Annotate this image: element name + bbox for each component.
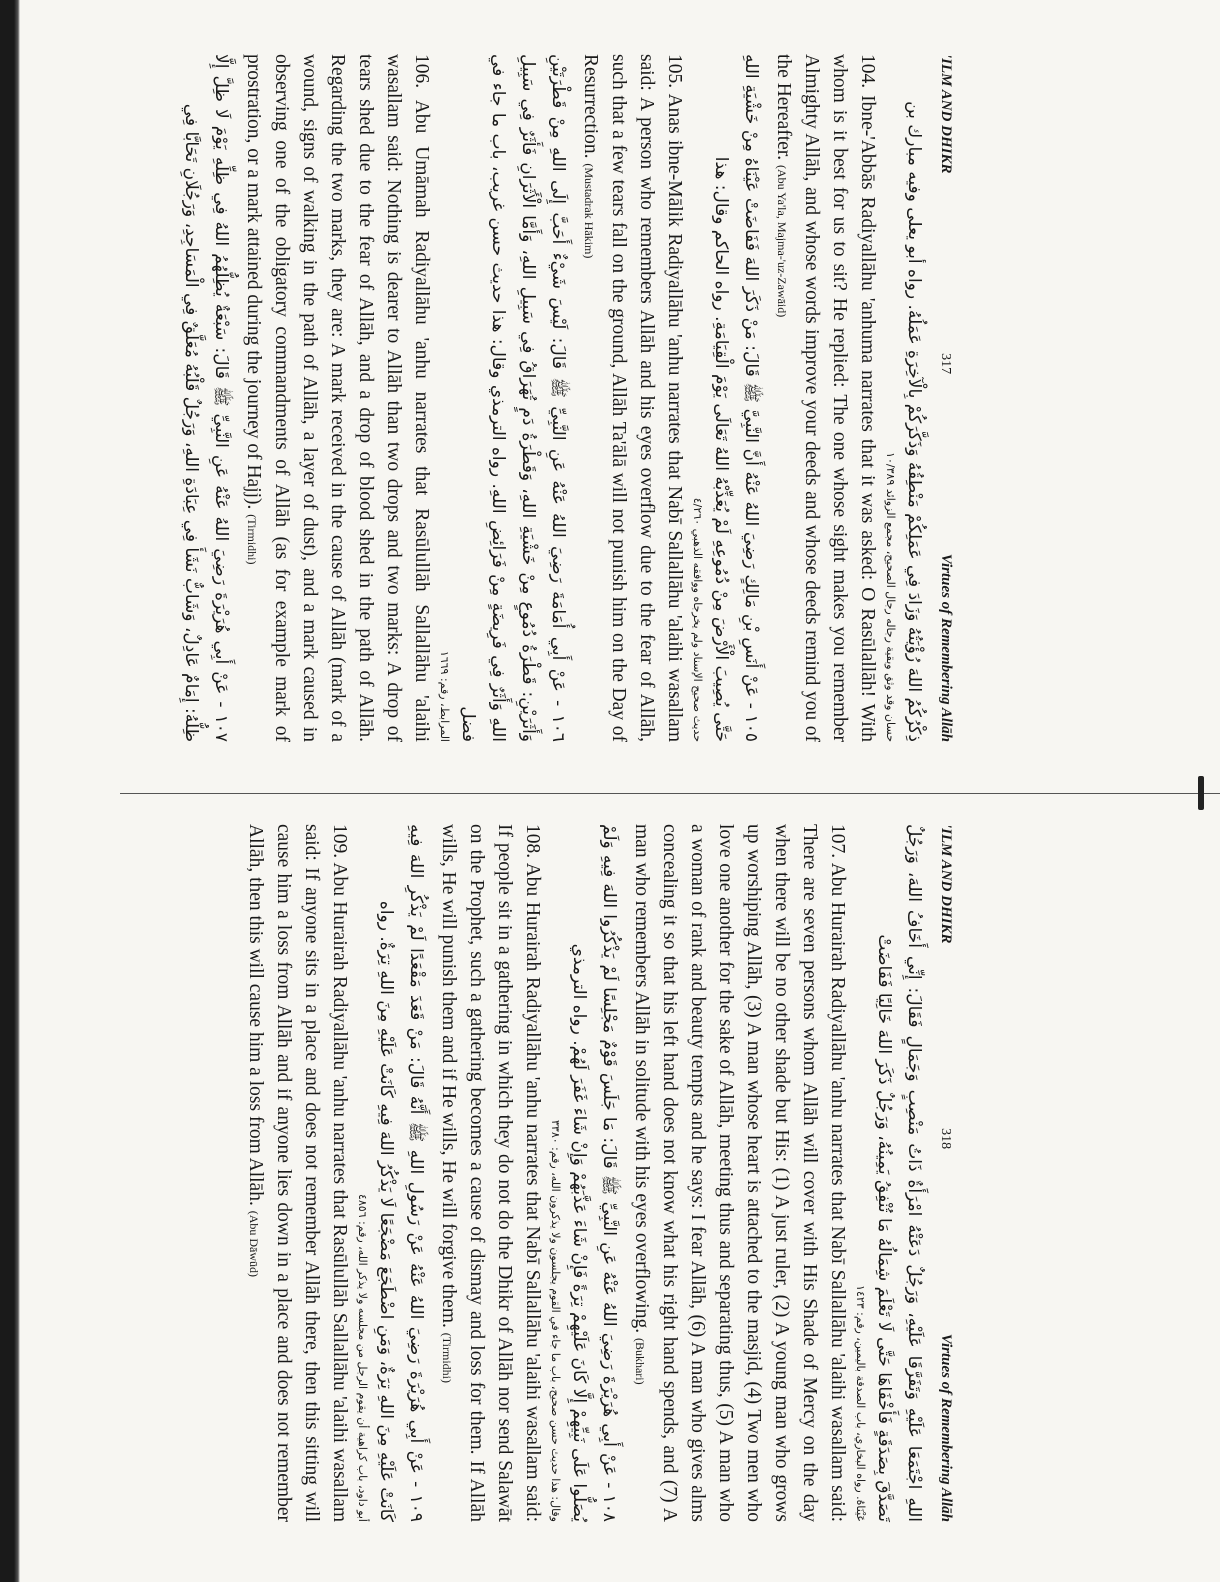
page-fold — [120, 788, 1220, 800]
arabic-reference: عَيْنَاهُ. رواه البخاري، باب الصدقة باليمين، رقم: ١٤٢٣ — [854, 1285, 867, 1522]
arabic-hadith-106: ١٠٦ - عَنْ أَبِي أُمَامَةَ رَضِيَ اللهُ عَنْهُ عَنِ النَّبِيِّ ﷺ قَالَ: لَيْسَ شَيْءٌ أَحَبَّ إِلَى اللهِ مِنْ قَطْرَتَيْنِ وَأَثَرَيْنِ: قَطْرَةُ دُمُوعٍ مِنْ خَشْيَةِ اللهِ، وَقَطْرَةُ دَمٍ تُهَرَاقُ فِي سَبِيلِ اللهِ، وَأَمَّا الْأَثَرَانِ فَأَثَرٌ فِي سَبِيلِ اللهِ وَأَثَرٌ فِي فَرِيضَةٍ مِنْ فَرَائِضِ اللهِ. رواه الترمذي وقال: هذا حديث حسن غريب، باب ما جاء في فضل — [458, 54, 568, 742]
arabic-reference: وقال: هذا حديث حسن صحيح، باب ما جاء في القوم يجلسون ولا يذكرون الله، رقم: ٣٣٨٠ — [549, 1120, 562, 1522]
header-book-title: 'ILM AND DHIKR — [938, 824, 954, 944]
hadith-source: (Mustadrak Hākim) — [582, 163, 596, 259]
arabic-hadith-103-end: ذِكْرُكُمُ اللهَ رُؤْيَتُهُ وَزَادَ فِي عَمَلِكُمْ مَنْطِقُهُ وَذَكَّرَكُمْ بِالْآخِرَةِ عَمَلُهُ. رواه أبو يعلى وفيه مبارك بن — [904, 101, 924, 742]
hadith-source: (Tirmidhi) — [440, 1332, 454, 1383]
hadith-108: 108. Abu Hurairah Radiyallāhu 'anhu narrates that Nabī Sallallāhu 'alaihi wasallam said: If people sit in a gathering in which they do not do the Dhikr of Allāh nor send Salawāt on the Prophet, such a gathering becomes a cause of dismay and loss for them. If Allāh wills, He will punish them and if He wills, He will forgive them. (Tirmidhi) — [438, 824, 543, 1522]
page-number: 317 — [938, 353, 953, 375]
hadith-104: 104. Ibne-'Abbās Radiyallāhu 'anhuma narrates that it was asked: O Rasūlallāh! With whom is it best for us to sit? He replied: The one whose sight makes you remember Almighty Allāh, and whose words improve your deeds and whose deeds remind you of the Hereafter. (Abu Ya'la, Majma-'uz-Zawāid) — [773, 54, 878, 742]
hadith-source: (Abu Ya'la, Majma-'uz-Zawāid) — [775, 164, 789, 318]
hadith-source: (Tirmidhi) — [245, 514, 259, 565]
arabic-reference: حديث صحيح الإسناد ولم يخرجاه ووافقه الذهبي ٤/٢٦٠ — [691, 497, 704, 742]
hadith-105: 105. Anas ibne-Mālik Radiyallāhu 'anhu narrates that Nabī Sallallāhu 'alaihi wasallam said: A person who remembers Allāh and his eyes overflow due to the fear of Allāh, such that a few tears fall on the ground, Allāh Ta'ālā will not punish him on the Day of Resurrection. (Mustadrak Hākim) — [580, 54, 685, 742]
page-318 — [100, 808, 960, 1538]
hadith-107: 107. Abu Hurairah Radiyallāhu 'anhu narrates that Nabī Sallallāhu 'alaihi wasallam said: There are seven persons whom Allāh will cover with His Shade of Mercy on the day when there will be no other shade but His: (1) A just ruler, (2) A young man who grows up worshiping Allāh, (3) A man whose heart is attached to the masjid, (4) Two men who love one another for the sake of Allāh, meeting thus and separating thus, (5) A man who a woman of rank and beauty tempts and he says: I fear Allāh, (6) A man who gives alms concealing it so that his left hand does not know what his right hand spends, and (7) A man who remembers Allāh in solitude with his eyes overflowing. (Bukhari) — [631, 824, 848, 1522]
arabic-reference: حسان وقد وثق وبقية رجاله رجال الصحيح، مجمع الزوائد ١٠/٣٨٩ — [884, 452, 897, 742]
page-header — [937, 824, 954, 1522]
arabic-reference: المرابط، رقم: ١٦٦٩ — [438, 650, 451, 742]
arabic-hadith-107-end: اللهِ اجْتَمَعَا عَلَيْهِ وَتَفَرَّقَا عَلَيْهِ، وَرَجُلٌ دَعَتْهُ امْرَأَةٌ ذَاتُ مَنْصِبٍ وَجَمَالٍ فَقَالَ: إِنِّي أَخَافُ اللهَ، وَرَجُلٌ تَصَدَّقَ بِصَدَقَةٍ فَأَخْفَاهَا حَتَّى لَا تَعْلَمَ شِمَالُهُ مَا تُنْفِقُ يَمِينُهُ، وَرَجُلٌ ذَكَرَ اللهَ خَالِيًا فَفَاضَتْ — [874, 824, 924, 1522]
header-chapter-title: Virtues of Remembering Allāh — [938, 553, 954, 742]
arabic-hadith-107-start: ١٠٧ - عَنْ أَبِي هُرَيْرَةَ رَضِيَ اللهُ عَنْهُ عَنِ النَّبِيِّ ﷺ قَالَ: سَبْعَةٌ يُظِلُّهُمُ اللهُ فِي ظِلِّهِ يَوْمَ لَا ظِلَّ إِلَّا ظِلُّهُ: إِمَامٌ عَادِلٌ، وَشَابٌّ نَشَأَ فِي عِبَادَةِ اللهِ، وَرَجُلٌ قَلْبُهُ مُعَلَّقٌ فِي الْمَسَاجِدِ، وَرَجُلَانِ تَحَابَّا فِي — [181, 54, 231, 742]
header-book-title: 'ILM AND DHIKR — [938, 54, 954, 174]
page-317 — [100, 38, 960, 758]
book-binding-shadow — [0, 0, 20, 1582]
hadith-source: (Bukhari) — [633, 1337, 647, 1385]
header-chapter-title: Virtues of Remembering Allāh — [938, 1333, 954, 1522]
hadith-109: 109. Abu Hurairah Radiyallāhu 'anhu narrates that Rasūlullāh Sallallāhu 'alaihi wasallam said: If anyone sits in a place and does not remember Allāh there, then this sitting will cause him a loss from Allāh and if anyone lies down in a place and does not remember Allāh, then this will cause him a loss from Allāh. (Abu Dāwūd) — [245, 824, 350, 1522]
arabic-hadith-109: ١٠٩ - عَنْ أَبِي هُرَيْرَةَ رَضِيَ اللهُ عَنْهُ عَنْ رَسُولِ اللهِ ﷺ أَنَّهُ قَالَ: مَنْ قَعَدَ مَقْعَدًا لَمْ يَذْكُرِ اللهَ فِيهِ كَانَتْ عَلَيْهِ مِنَ اللهِ تِرَةٌ، وَمَنِ اضْطَجَعَ مَضْجَعًا لَا يَذْكُرُ اللهَ فِيهِ كَانَتْ عَلَيْهِ مِنَ اللهِ تِرَةٌ. رواه — [376, 824, 426, 1522]
arabic-hadith-105: ١٠٥ - عَنْ أَنَسِ بْنِ مَالِكٍ رَضِيَ اللهُ عَنْهُ أَنَّ النَّبِيَّ ﷺ قَالَ: مَنْ ذَكَرَ اللهَ فَفَاضَتْ عَيْنَاهُ مِنْ خَشْيَةِ اللهِ حَتَّى يُصِيبَ الْأَرْضَ مِنْ دُمُوعِهِ لَمْ يُعَذِّبْهُ اللهُ تَعَالَى يَوْمَ الْقِيَامَةِ. رواه الحاكم وقال: هذا — [711, 54, 761, 742]
hadith-106: 106. Abu Umāmah Radiyallāhu 'anhu narrates that Rasūlullāh Sallallāhu 'alaihi wasallam said: Nothing is dearer to Allāh than two drops and two marks: A drop of tears shed due to the fear of Allāh, and a drop of blood shed in the path of Allāh. Regarding the two marks, they are: A mark received in the cause of Allāh (mark of a wound, signs of walking in the path of Allāh, a layer of dust), and a mark caused in observing one of the obligatory commandments of Allāh (as for example mark of prostration, or a mark attained during the journey of Hajj). (Tirmidhi) — [243, 54, 432, 742]
arabic-hadith-108: ١٠٨ - عَنْ أَبِي هُرَيْرَةَ رَضِيَ اللهُ عَنْهُ عَنِ النَّبِيِّ ﷺ قَالَ: مَا جَلَسَ قَوْمٌ مَجْلِسًا لَمْ يَذْكُرُوا اللهَ فِيهِ وَلَمْ يُصَلُّوا عَلَى نَبِيِّهِمْ إِلَّا كَانَ عَلَيْهِمْ تِرَةً فَإِنْ شَاءَ عَذَّبَهُمْ وَإِنْ شَاءَ غَفَرَ لَهُمْ. رواه الترمذي — [569, 824, 619, 1522]
page-number: 318 — [938, 1128, 953, 1150]
page-header — [937, 54, 954, 742]
hadith-source: (Abu Dāwūd) — [247, 1210, 261, 1278]
arabic-reference: أبو داود، باب كراهية أن يقوم الرجل من مجلسه ولا يذكر الله، رقم: ٤٨٥٦ — [356, 1193, 369, 1522]
